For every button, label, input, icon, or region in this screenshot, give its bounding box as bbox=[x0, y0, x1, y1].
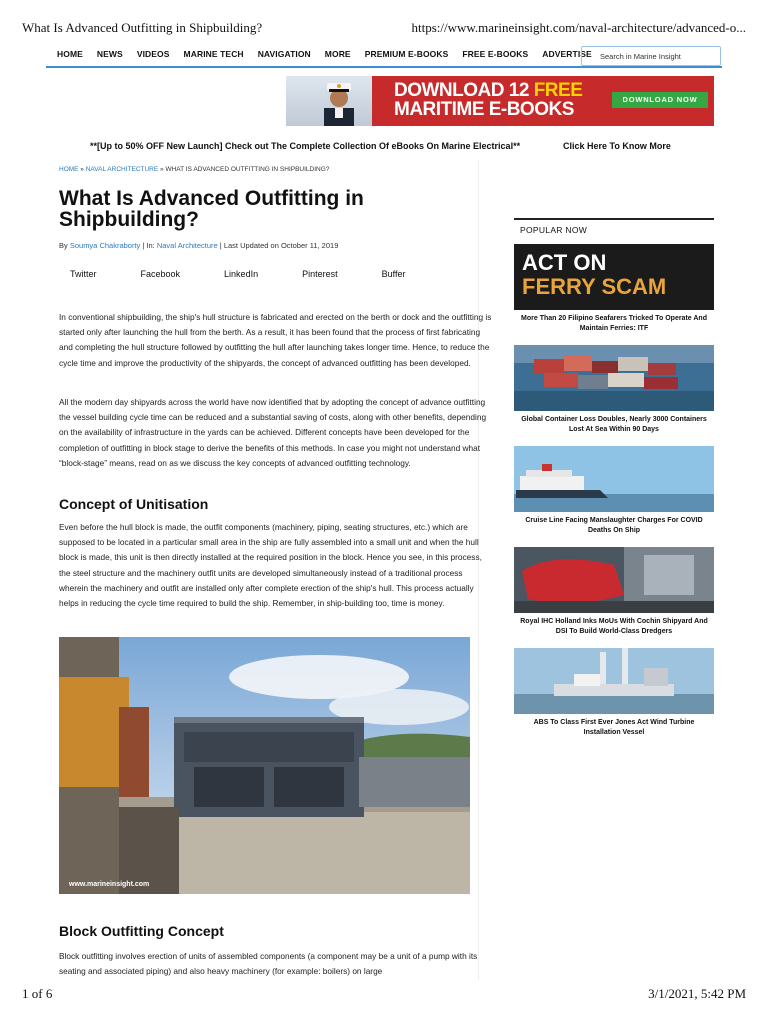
popular-item-thumbnail bbox=[514, 648, 714, 714]
page-number: 1 of 6 bbox=[22, 986, 53, 1001]
breadcrumb-category[interactable]: NAVAL ARCHITECTURE bbox=[85, 166, 159, 173]
author-link[interactable]: Soumya Chakraborty bbox=[69, 241, 141, 250]
share-buttons bbox=[70, 269, 449, 279]
popular-item-title[interactable]: Global Container Loss Doubles, Nearly 3000 Containers Lost At Sea Within 90 Days bbox=[521, 416, 707, 433]
print-header-title: What Is Advanced Outfitting in Shipbuilding? bbox=[22, 20, 263, 35]
nav-item-videos[interactable]: VIDEOS bbox=[136, 49, 170, 59]
hull-block-photo bbox=[59, 637, 470, 894]
nav-item-more[interactable]: MORE bbox=[324, 49, 351, 59]
thumb-text-ferry-scam: FERRY SCAM bbox=[522, 274, 667, 299]
article-paragraph-2: All the modern day shipyards across the world have now identified that by adopting the concept of advance outfitting the vessel building cycle time can be reduced and a substantial saving of costs, along with other benefits, depending on the availability of infrastructure in the yards can be achieved. Different concepts have been developed for the completion of outfitting in block stage to derive the benefits of this methods. In case you might not understand what “block-stage” means, read on as we discuss the key concepts of advanced outfitting technology. bbox=[59, 397, 487, 468]
popular-item[interactable] bbox=[514, 547, 714, 642]
ebook-banner-ad[interactable] bbox=[286, 76, 714, 126]
popular-item-thumbnail bbox=[514, 446, 714, 512]
popular-item-thumbnail bbox=[514, 547, 714, 613]
popular-item[interactable] bbox=[514, 446, 714, 541]
breadcrumb-home[interactable]: HOME bbox=[59, 166, 79, 173]
section-heading-block-outfitting: Block Outfitting Concept bbox=[59, 923, 224, 939]
popular-item[interactable] bbox=[514, 244, 714, 339]
container-loss-thumbnail bbox=[514, 345, 714, 411]
print-header-url[interactable]: https://www.marineinsight.com/naval-architecture/advanced-o... bbox=[411, 20, 746, 35]
nav-item-marine-tech[interactable]: MARINE TECH bbox=[183, 49, 244, 59]
popular-item-thumbnail bbox=[514, 244, 714, 310]
thumb-text-act-on: ACT ON bbox=[522, 250, 607, 275]
category-link[interactable]: Naval Architecture bbox=[156, 241, 218, 250]
nav-item-navigation[interactable]: NAVIGATION bbox=[257, 49, 311, 59]
dredger-thumbnail bbox=[514, 547, 714, 613]
nav-item-advertise[interactable]: ADVERTISE bbox=[542, 49, 592, 59]
nav-item-free-ebooks[interactable]: FREE E-BOOKS bbox=[462, 49, 529, 59]
popular-item-thumbnail bbox=[514, 345, 714, 411]
article-paragraph-1: In conventional shipbuilding, the ship's hull structure is fabricated and erected on the berth or dock and the outfitting is started only after launching the hull from the berth. As a result, it has been found that the process of first fabricating and completing the hull structure followed by outfitting the hull after launching takes longer time. Hence, to reduce the cycle time and improve the productivity of the shipyards, the concept of advanced outfitting has been developed. bbox=[59, 312, 492, 368]
officer-icon bbox=[316, 78, 362, 126]
popular-item-title[interactable]: ABS To Class First Ever Jones Act Wind Turbine Installation Vessel bbox=[533, 719, 695, 736]
shipyard-block-image bbox=[59, 637, 470, 894]
print-header bbox=[22, 20, 746, 36]
popular-item[interactable] bbox=[514, 345, 714, 440]
promo-link[interactable]: Click Here To Know More bbox=[563, 141, 671, 151]
share-facebook-button[interactable]: Facebook bbox=[140, 269, 181, 279]
nav-item-home[interactable]: HOME bbox=[57, 49, 83, 59]
nav-item-news[interactable]: NEWS bbox=[96, 49, 123, 59]
article-meta: By Soumya Chakraborty | In: Naval Architecture | Last Updated on October 11, 2019 bbox=[59, 241, 339, 250]
sidebar-heading: POPULAR NOW bbox=[520, 225, 588, 235]
page-title: What Is Advanced Outfitting in Shipbuilding? bbox=[59, 187, 364, 231]
promo-text[interactable]: **[Up to 50% OFF New Launch] Check out The Complete Collection Of eBooks On Marine Electrical** bbox=[90, 141, 521, 151]
ferry-scam-thumbnail bbox=[514, 244, 714, 310]
popular-item-title[interactable]: Royal IHC Holland Inks MoUs With Cochin Shipyard And DSI To Build World-Class Dredgers bbox=[520, 618, 708, 635]
promo-bar bbox=[90, 141, 690, 151]
section-heading-unitisation: Concept of Unitisation bbox=[59, 496, 209, 512]
print-datetime: 3/1/2021, 5:42 PM bbox=[648, 986, 746, 1001]
popular-item-title[interactable]: Cruise Line Facing Manslaughter Charges For COVID Deaths On Ship bbox=[525, 517, 703, 534]
main-navigation bbox=[46, 44, 722, 68]
share-twitter-button[interactable]: Twitter bbox=[70, 269, 97, 279]
banner-red-panel bbox=[372, 76, 714, 126]
search-input[interactable]: Search in Marine Insight bbox=[581, 46, 721, 66]
breadcrumb: HOME » NAVAL ARCHITECTURE » WHAT IS ADVANCED OUTFITTING IN SHIPBUILDING? bbox=[59, 166, 330, 173]
nav-item-premium-ebooks[interactable]: PREMIUM E-BOOKS bbox=[364, 49, 449, 59]
share-buffer-button[interactable]: Buffer bbox=[381, 269, 406, 279]
article-paragraph-4: Block outfitting involves erection of units of assembled components (a component may be a unit of a pump with its seating and associated piping) and also heavy machinery (for example: boilers) on large bbox=[59, 951, 478, 977]
download-now-button[interactable]: DOWNLOAD NOW bbox=[612, 92, 708, 108]
cruise-ship-thumbnail bbox=[514, 446, 714, 512]
nav-menu bbox=[57, 49, 606, 59]
popular-item-title[interactable]: More Than 20 Filipino Seafarers Tricked To Operate And Maintain Ferries: ITF bbox=[521, 315, 707, 332]
share-linkedin-button[interactable]: LinkedIn bbox=[224, 269, 259, 279]
article-paragraph-3: Even before the hull block is made, the outfit components (machinery, piping, seating structures, etc.) which are supposed to be located in a particular small area in the ship are fully assembled into a small unit and when the hull block is made, this unit is then directly installed at the required position in the block. Hence you see, in this process, the steel structure and the machinery outfit units are developed simultaneously instead of a traditional process wherein the machinery and outfit are installed only after complete erection of the ship's hull. This process actually helps in reducing the cycle time required to build the ship. Remember, in ship-building too, time is money. bbox=[59, 522, 482, 609]
sidebar-rule bbox=[514, 218, 714, 220]
share-pinterest-button[interactable]: Pinterest bbox=[302, 269, 338, 279]
print-footer bbox=[22, 986, 746, 1002]
image-watermark: www.marineinsight.com bbox=[69, 881, 150, 888]
banner-headline: DOWNLOAD 12 FREE MARITIME E-BOOKS bbox=[394, 80, 583, 120]
popular-item[interactable] bbox=[514, 648, 714, 743]
breadcrumb-current: WHAT IS ADVANCED OUTFITTING IN SHIPBUILDING? bbox=[165, 166, 330, 173]
wind-turbine-vessel-thumbnail bbox=[514, 648, 714, 714]
